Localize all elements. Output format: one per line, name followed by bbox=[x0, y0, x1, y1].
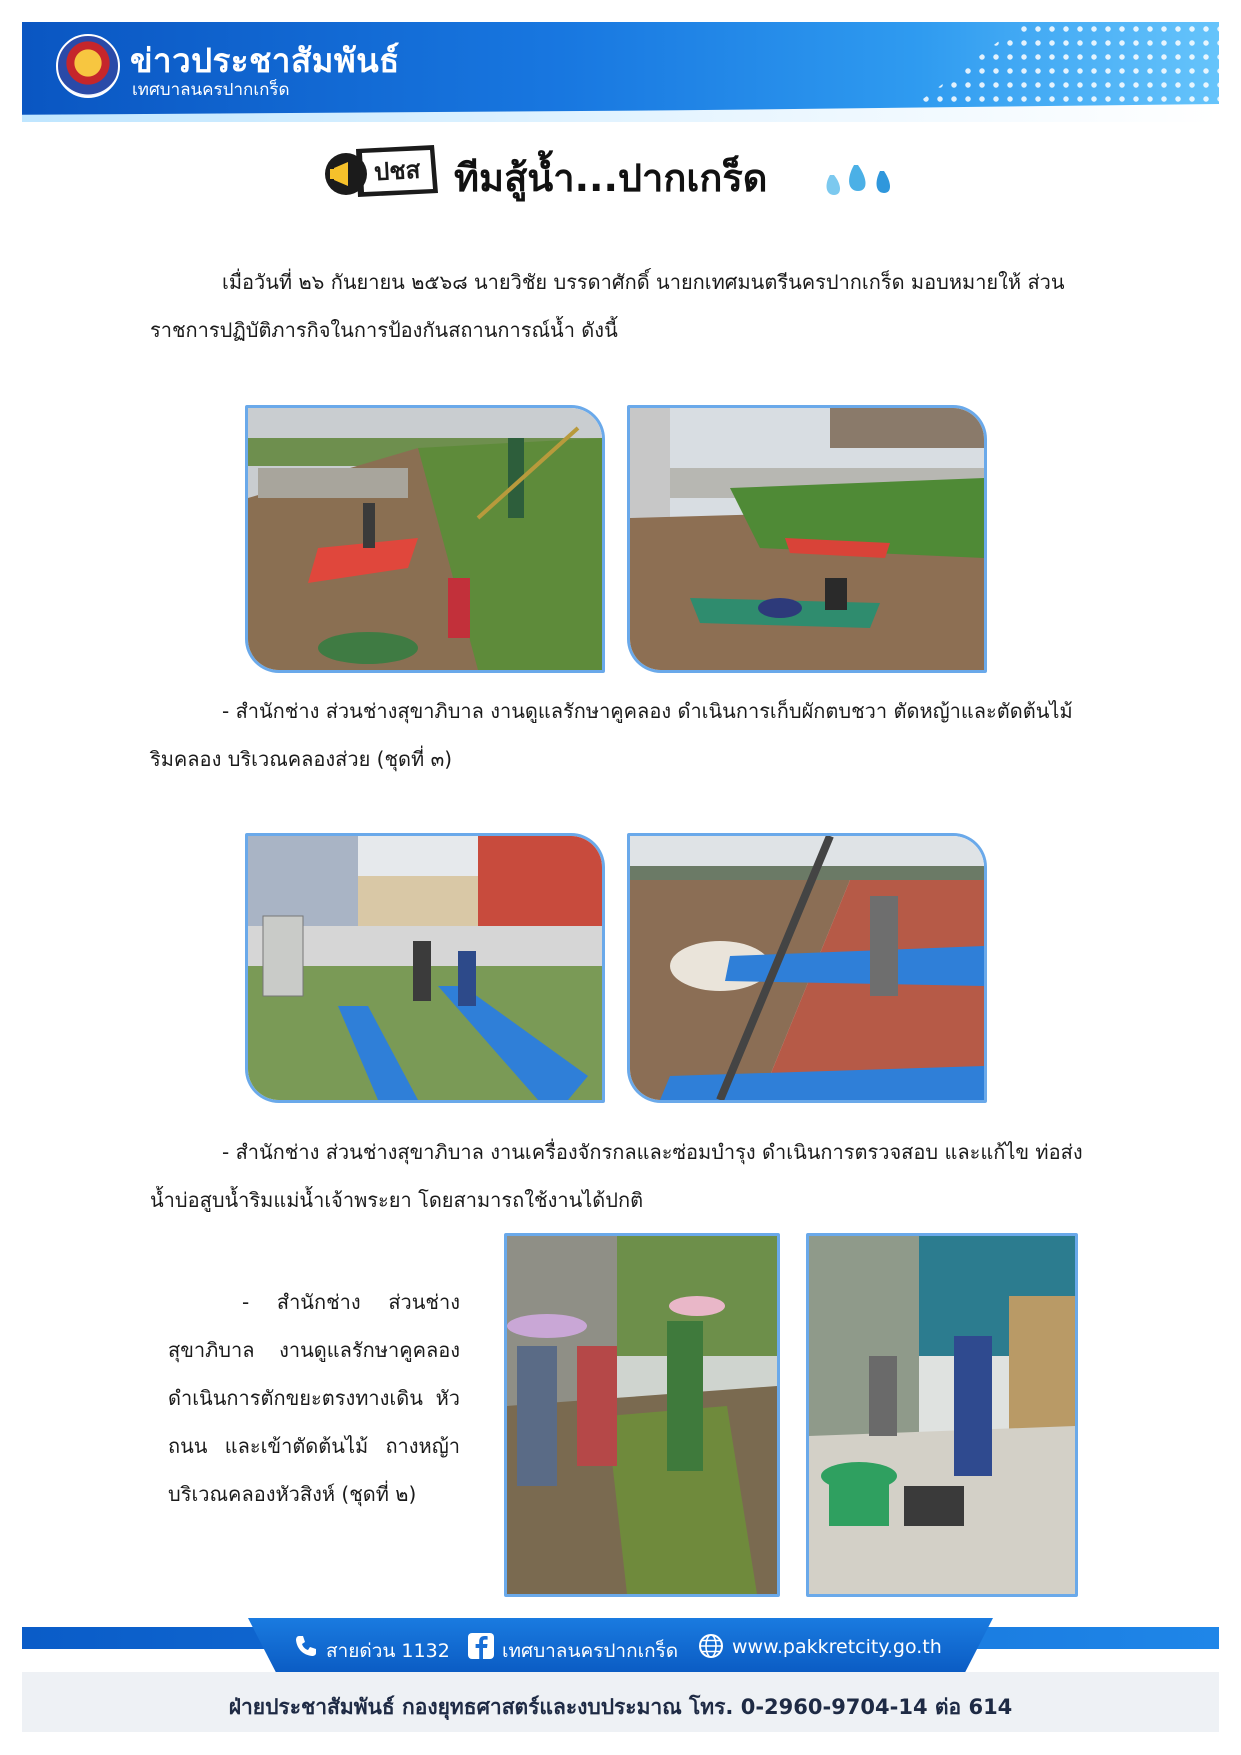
dot-pattern bbox=[919, 22, 1219, 122]
footer-facebook[interactable]: เทศบาลนครปากเกร็ด bbox=[502, 1640, 679, 1662]
footer-hotline: สายด่วน 1132 bbox=[326, 1640, 450, 1662]
footer-website-link[interactable]: www.pakkretcity.go.th bbox=[732, 1636, 942, 1658]
footer-contact: ฝ่ายประชาสัมพันธ์ กองยุทธศาสตร์และงบประมาณ โทร. 0-2960-9704-14 ต่อ 614 bbox=[228, 1695, 1013, 1719]
globe-icon bbox=[697, 1632, 725, 1660]
topic-title: ทีมสู้น้ำ...ปากเกร็ด bbox=[454, 156, 768, 200]
section-1-paragraph: - สำนักช่าง ส่วนช่างสุขาภิบาล งานดูแลรักษาคูคลอง ดำเนินการเก็บผักตบชวา ตัดหญ้าและตัดต้นไม้ ริมคลอง บริเวณคลองส่วย (ชุดที่ ๓) bbox=[150, 699, 1073, 771]
topic-badge-label: ปชส bbox=[373, 155, 421, 187]
phone-icon bbox=[292, 1632, 320, 1660]
header-banner bbox=[22, 22, 1219, 122]
facebook-icon bbox=[467, 1632, 495, 1660]
topic-title-block bbox=[322, 137, 922, 217]
photo-sidewalk-drain-cleaning bbox=[806, 1233, 1078, 1597]
section-3-paragraph: - สำนักช่าง ส่วนช่าง สุขาภิบาล งานดูแลรักษาคูคลอง ดำเนินการตักขยะตรงทางเดิน หัวถนน และเข้าตัดต้นไม้ ถางหญ้า บริเวณคลองหัวสิงห์ (ชุดที่ ๒) bbox=[168, 1290, 460, 1506]
header-subtitle: เทศบาลนครปากเกร็ด bbox=[132, 80, 290, 100]
photo-boats-on-canal bbox=[627, 405, 987, 673]
water-drops-icon bbox=[820, 161, 900, 201]
intro-paragraph: เมื่อวันที่ ๒๖ กันยายน ๒๕๖๘ นายวิชัย บรรดาศักดิ์ นายกเทศมนตรีนครปากเกร็ด มอบหมายให้ ส่วนราชการปฏิบัติภารกิจในการป้องกันสถานการณ์น้ำ ดังนี้ bbox=[150, 270, 1065, 342]
section-2-paragraph: - สำนักช่าง ส่วนช่างสุขาภิบาล งานเครื่องจักรกลและซ่อมบำรุง ดำเนินการตรวจสอบ และแก้ไข ท่อส่งน้ำบ่อสูบน้ำริมแม่น้ำเจ้าพระยา โดยสามารถใช้งานได้ปกติ bbox=[150, 1140, 1083, 1212]
municipality-seal-logo bbox=[56, 34, 120, 98]
photo-pipe-repair-yard bbox=[245, 833, 605, 1103]
header-title: ข่าวประชาสัมพันธ์ bbox=[130, 41, 400, 80]
photo-workers-clearing-weeds bbox=[504, 1233, 780, 1597]
photo-riverside-pump-hose bbox=[627, 833, 987, 1103]
photo-boat-collecting-weeds bbox=[245, 405, 605, 673]
